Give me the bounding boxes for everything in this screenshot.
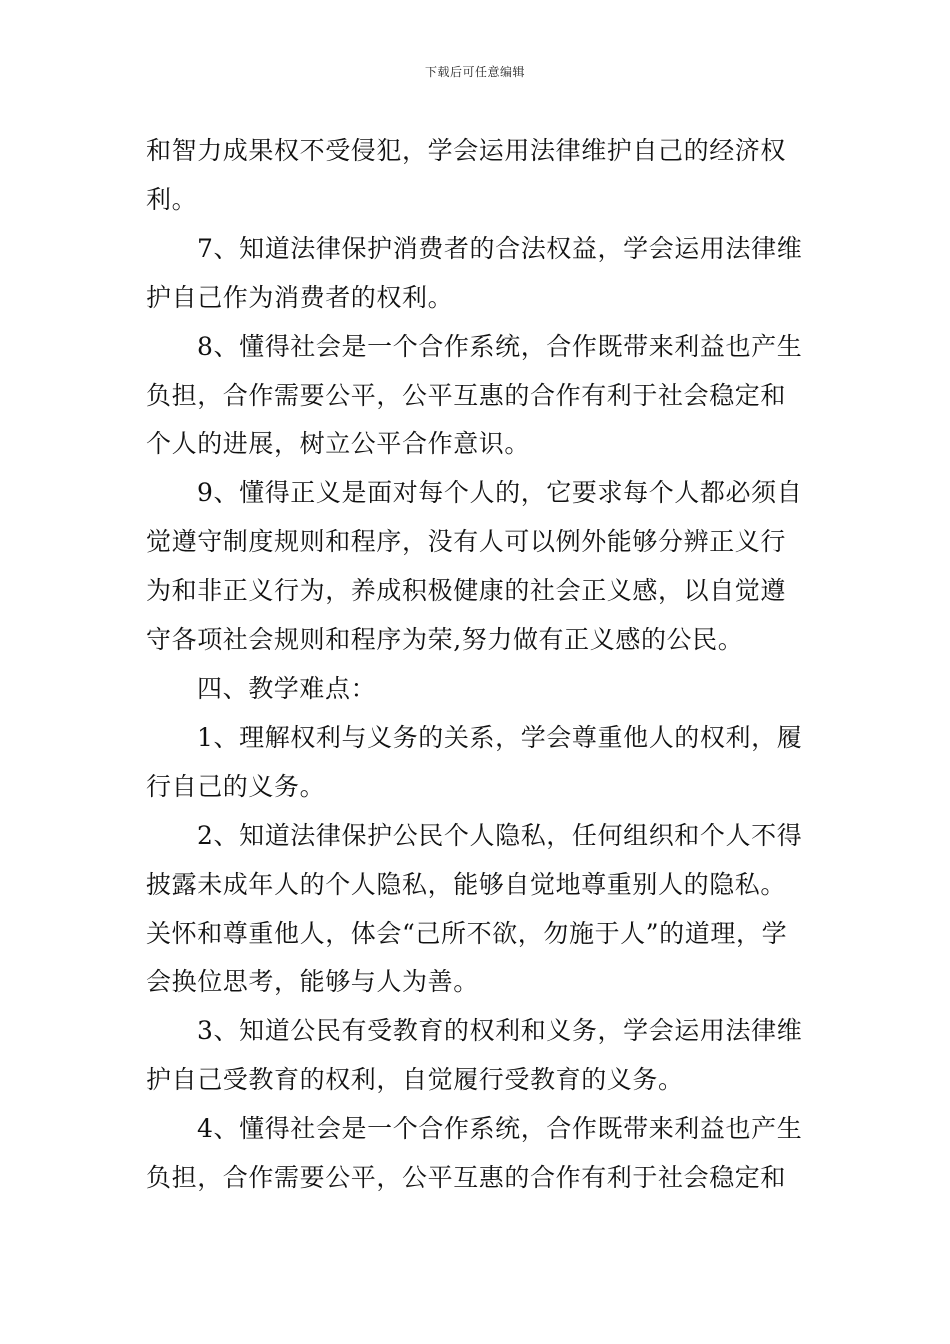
paragraph: 7、知道法律保护消费者的合法权益，学会运用法律维护自己作为消费者的权利。 (146, 233, 803, 312)
document-body (146, 127, 810, 1203)
section-heading: 四、教学难点： (197, 673, 377, 703)
paragraph: 3、知道公民有受教育的权利和义务，学会运用法律维护自己受教育的权利，自觉履行受教育的义务。 (146, 1016, 803, 1095)
paragraph: 8、懂得社会是一个合作系统，合作既带来利益也产生负担，合作需要公平，公平互惠的合作有利于社会稳定和个人的进展，树立公平合作意识。 (146, 331, 803, 459)
paragraph: 9、懂得正义是面对每个人的，它要求每个人都必须自觉遵守制度规则和程序，没有人可以例外能够分辨正义行为和非正义行为，养成积极健康的社会正义感，以自觉遵守各项社会规则和程序为荣,努力做有正义感的公民。 (146, 478, 803, 655)
paragraph: 1、理解权利与义务的关系，学会尊重他人的权利，履行自己的义务。 (146, 722, 803, 801)
paragraph: 4、懂得社会是一个合作系统，合作既带来利益也产生负担，合作需要公平，公平互惠的合作有利于社会稳定和 (146, 1114, 803, 1193)
page-header: 下载后可任意编辑 (424, 65, 525, 79)
paragraph: 2、知道法律保护公民个人隐私，任何组织和个人不得披露未成年人的个人隐私，能够自觉地尊重别人的隐私。关怀和尊重他人，体会“己所不欲，勿施于人”的道理，学会换位思考，能够与人为善。 (146, 820, 803, 997)
paragraph: 和智力成果权不受侵犯，学会运用法律维护自己的经济权利。 (146, 136, 787, 214)
